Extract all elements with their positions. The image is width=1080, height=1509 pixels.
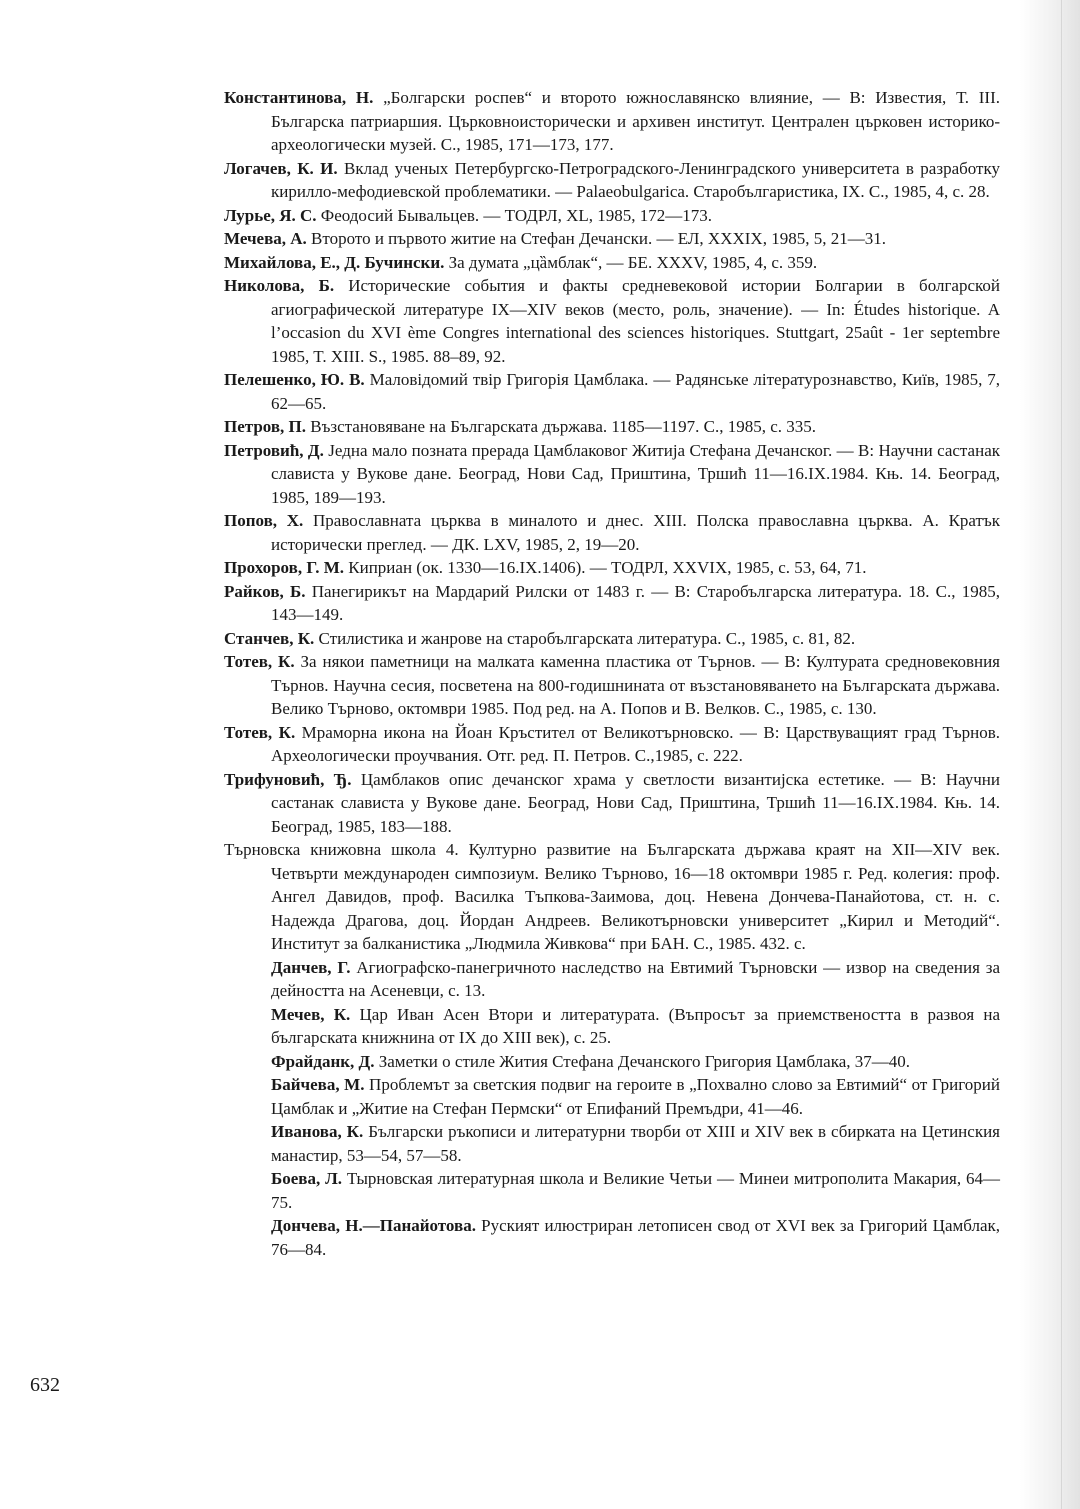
bibliography-entry bbox=[224, 415, 1000, 439]
subentry-author: Мечев, К. bbox=[271, 1004, 351, 1024]
entry-author: Константинова, Н. bbox=[224, 88, 374, 107]
entry-author: Тотев, К. bbox=[224, 722, 296, 742]
bibliography-entry bbox=[224, 721, 1000, 768]
entry-author: Петров, П. bbox=[224, 417, 307, 436]
bibliography-entry bbox=[224, 157, 1000, 204]
subentry-author: Дончева, Н.—Панайотова. bbox=[271, 1216, 476, 1235]
entry-text: Киприан (ок. 1330—16.IX.1406). — ТОДРЛ, XXVIX, 1985, с. 53, 64, 71. bbox=[348, 558, 867, 577]
bibliography-entry bbox=[224, 86, 1000, 157]
entry-author: Прохоров, Г. М. bbox=[224, 558, 345, 577]
entry-author: Петровић, Д. bbox=[224, 440, 324, 460]
bibliography-entry bbox=[224, 227, 1000, 251]
entry-text: Стилистика и жанрове на старобългарската литература. С., 1985, с. 81, 82. bbox=[318, 628, 856, 648]
bibliography-subentry bbox=[224, 1003, 1000, 1050]
page-number: 632 bbox=[30, 1374, 60, 1396]
entry-text: Цамблаков опис дечанског храма у светлости византијска естетике. — В: Научни састанак слависта у Вукове дане. Београд, Нови Сад, Приштина, Тршић 11—16.IX.1984. Књ. 14. Београд, 1985, 183—188. bbox=[271, 769, 1001, 836]
subentry-author: Байчева, М. bbox=[271, 1075, 365, 1094]
entry-text: Феодосий Бывальцев. — ТОДРЛ, XL, 1985, 172—173. bbox=[320, 205, 712, 225]
entry-author: Трифуновић, Ђ. bbox=[224, 769, 352, 789]
bibliography-entry bbox=[224, 368, 1000, 415]
subentry-text: Български ръкописи и литературни творби от XIII и XIV век в сбирката на Цетинския манастир, 53—54, 57—58. bbox=[271, 1122, 1001, 1165]
bibliography-entry bbox=[224, 509, 1000, 556]
entry-text: Православната църква в миналото и днес. XIII. Полска православна църква. А. Кратък исторически преглед. — ДК. LXV, 1985, 2, 19—20. bbox=[271, 511, 1000, 554]
bibliography-entry bbox=[224, 274, 1000, 368]
bibliography-entry bbox=[224, 580, 1000, 627]
entry-text: Търновска книжовна школа 4. Културно развитие на Българската държава краят на XII—XIV век. Четвърти международен симпозиум. Велико Търново, 16—18 октомври 1985 г. Ред. колегия: проф. Ангел Давидов, проф. Василка Тъпкова-Заимова, доц. Невена Дончева-Панайотова, ст. н. с. Надежда Драгова, доц. Йордан Андреев. Великотърновски университет „Кирил и Методий“. Институт за балканистика „Людмила Живкова“ при БАН. С., 1985. 432. с. bbox=[224, 840, 1000, 953]
entry-author: Тотев, К. bbox=[224, 652, 295, 671]
bibliography-entry bbox=[224, 204, 1000, 228]
subentry-author: Фрайданк, Д. bbox=[271, 1051, 375, 1071]
entry-author: Мечева, А. bbox=[224, 229, 307, 248]
bibliography-entry bbox=[224, 251, 1000, 275]
entry-text: За думата „цȁмблак“, — БЕ. XXXV, 1985, 4, с. 359. bbox=[448, 252, 818, 272]
bibliography-entry bbox=[224, 439, 1000, 510]
entry-text: Маловідомий твір Григорія Цамблака. — Радянське літературознавство, Київ, 1985, 7, 62—65. bbox=[271, 370, 1000, 413]
bibliography-entry-collection bbox=[224, 838, 1000, 956]
bibliography-entry bbox=[224, 627, 1000, 651]
subentry-author: Данчев, Г. bbox=[271, 957, 351, 977]
bibliography-subentry bbox=[224, 1214, 1000, 1261]
subentry-author: Боева, Л. bbox=[271, 1169, 343, 1188]
bibliography-subentry bbox=[224, 1167, 1000, 1214]
entry-text: Мраморна икона на Йоан Кръстител от Великотърновско. — В: Царствуващият град Търнов. Археологически проучвания. Отг. ред. П. Петров. С.,1985, с. 222. bbox=[271, 722, 1001, 765]
subentry-author: Иванова, К. bbox=[271, 1122, 364, 1141]
subentry-text: Агиографско-панегричното наследство на Евтимий Търновски — извор на сведения за дейността на Асеневци, с. 13. bbox=[271, 957, 1001, 1000]
subentry-text: Руският илюстриран летописен свод от XVI век за Григорий Цамблак, 76—84. bbox=[271, 1216, 1001, 1259]
entry-text: „Болгарски роспев“ и второто южнославянско влияние, — В: Известия, Т. III. Българска патриаршия. Църковноисторически и архивен институт. Централен църковен историко-археологически музей. С., 1985, 171—173, 177. bbox=[271, 88, 1000, 154]
entry-author: Михайлова, Е., Д. Бучински. bbox=[224, 252, 445, 272]
entry-text: Второто и първото житие на Стефан Дечански. — ЕЛ, XXXIX, 1985, 5, 21—31. bbox=[311, 229, 886, 248]
entry-text: За някои паметници на малката каменна пластика от Търнов. — В: Културата средновековния Търнов. Научна сесия, посветена на 800-годишнината от възстановяването на Българската държава. Велико Търново, октомври 1985. Под ред. на А. Попов и В. Велков. С., 1985, с. 130. bbox=[271, 652, 1001, 718]
entry-text: Възстановяване на Българската държава. 1185—1197. С., 1985, с. 335. bbox=[310, 417, 817, 436]
bibliography-subentry bbox=[224, 1073, 1000, 1120]
entry-text: Исторические события и факты средневековой истории Болгарии в болгарской агиографической литературе IX—XIV веков (место, роль, значение). — In: Études historique. A l’occasion du XVI ème Congres international des sciences historiques. Stuttgart, 25aût - 1er septembre 1985, T. XIII. S., 1985. 88–89, 92. bbox=[271, 276, 1001, 366]
bibliography-entry bbox=[224, 556, 1000, 580]
bibliography-subentry bbox=[224, 1050, 1000, 1074]
subentry-text: Проблемът за светския подвиг на героите в „Похвално слово за Евтимий“ от Григорий Цамблак и „Житие на Стефан Пермски“ от Епифаний Премъдри, 41—46. bbox=[271, 1075, 1000, 1118]
subentry-text: Цар Иван Асен Втори и литературата. (Въпросът за приемствеността в развоя на българската книжнина от IX до XIII век), с. 25. bbox=[271, 1004, 1000, 1047]
entry-author: Райков, Б. bbox=[224, 581, 306, 601]
bibliography-entry bbox=[224, 650, 1000, 721]
entry-author: Станчев, К. bbox=[224, 628, 315, 648]
entry-author: Николова, Б. bbox=[224, 276, 335, 295]
entry-author: Попов, Х. bbox=[224, 511, 304, 530]
subentry-text: Заметки о стиле Жития Стефана Дечанского Григория Цамблака, 37—40. bbox=[378, 1051, 910, 1071]
bibliography-entry bbox=[224, 768, 1000, 839]
bibliography-list bbox=[224, 86, 1000, 1261]
page-edge-shadow bbox=[1020, 0, 1080, 1509]
bibliography-subentry bbox=[224, 956, 1000, 1003]
bibliography-subentry bbox=[224, 1120, 1000, 1167]
entry-text: Панегирикът на Мардарий Рилски от 1483 г. — В: Старобългарска литература. 18. С., 1985, 143—149. bbox=[271, 581, 1000, 624]
entry-text: Једна мало позната прерада Цамблаковог Житија Стефана Дечанског. — В: Научни састанак слависта у Вукове дане. Београд, Нови Сад, Приштина, Тршић 11—16.IX.1984. Књ. 14. Београд, 1985, 189—193. bbox=[271, 440, 1000, 507]
entry-author: Логачев, К. И. bbox=[224, 158, 338, 178]
subentry-text: Тырновская литературная школа и Великие Четьи — Минеи митрополита Макария, 64—75. bbox=[271, 1169, 1000, 1212]
entry-author: Лурье, Я. С. bbox=[224, 205, 317, 225]
page-edge-line bbox=[1061, 0, 1062, 1509]
entry-text: Вклад ученых Петербургско-Петроградского-Ленинградского университета в разработку кирилло-мефодиевской проблематики. — Palaeobulgarica. Старобългаристика, IX. С., 1985, 4, с. 28. bbox=[271, 158, 1000, 201]
entry-author: Пелешенко, Ю. В. bbox=[224, 370, 365, 389]
